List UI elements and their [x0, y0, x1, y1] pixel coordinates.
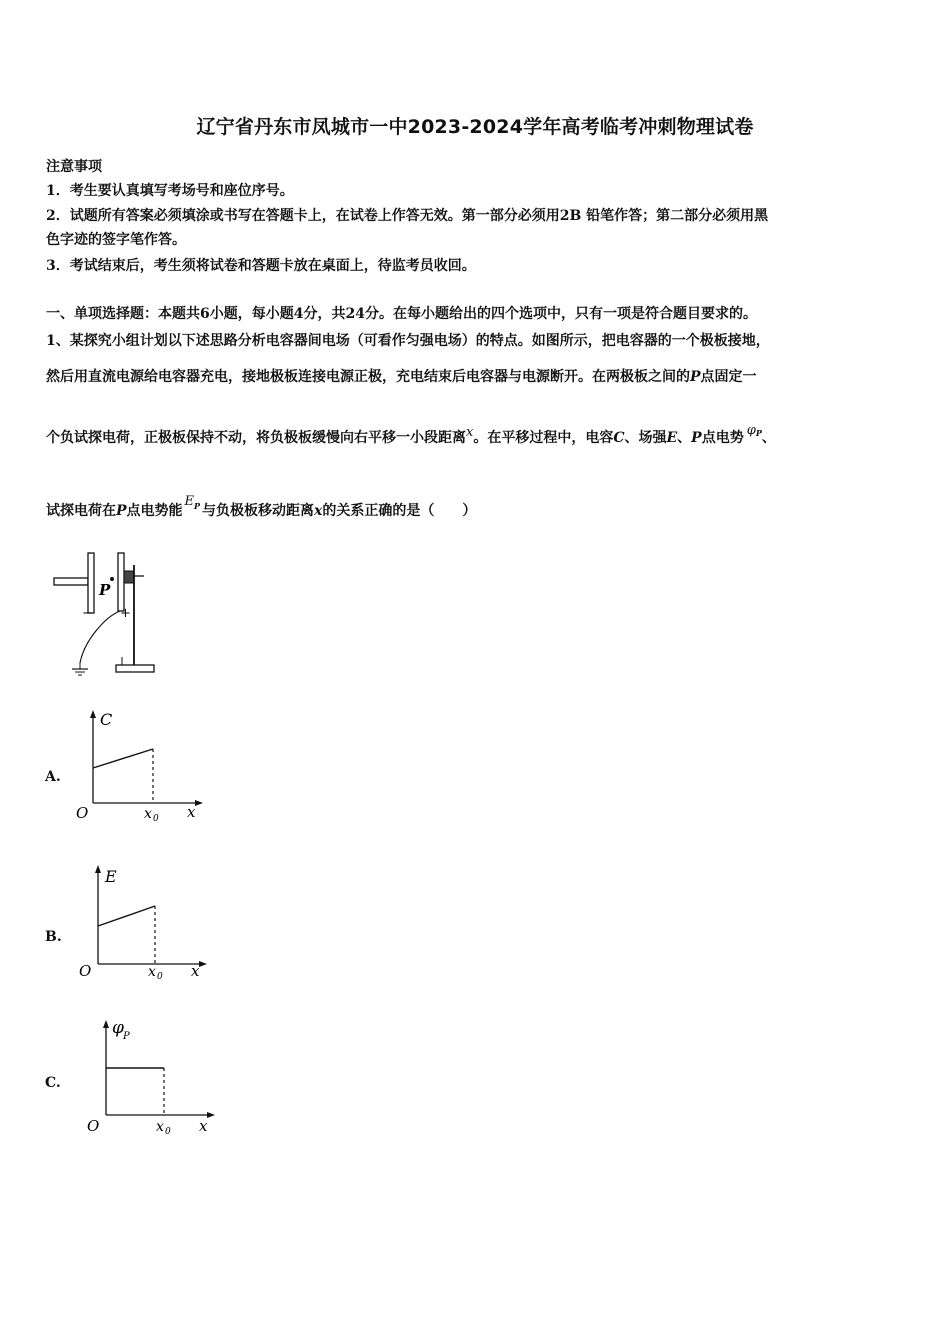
q1-text: 然后用直流电源给电容器充电，接地极板连接电源正极，充电结束后电容器与电源断开。在两极板之间的 [46, 369, 690, 385]
q1-var-p: P [116, 503, 127, 519]
notice-heading: 注意事项 [46, 159, 102, 175]
q1-var-x: x [466, 425, 474, 440]
option-a-label[interactable]: A. [45, 769, 61, 785]
question-1-line-1: 1、某探究小组计划以下述思路分析电容器间电场（可看作匀强电场）的特点。如图所示，把电容器的一个极板接地， [46, 333, 770, 349]
option-b-graph[interactable] [75, 860, 215, 985]
q1-var-ep-sub: P [194, 501, 201, 511]
option-c-y-label: φ [112, 1018, 124, 1038]
capacitor-figure [50, 545, 170, 680]
option-c-x0: x [156, 1119, 164, 1135]
label-minus: − [82, 606, 93, 621]
q1-text: 。在平移过程中，电容 [473, 430, 614, 446]
q1-text: 点电势能 [126, 503, 183, 519]
point-p-dot [110, 577, 114, 581]
option-b-y-label: E [105, 867, 117, 886]
q1-var-e: E [666, 430, 678, 446]
option-b-x0: x [148, 964, 156, 980]
q1-text: 点固定一 [700, 369, 757, 385]
option-b-x-label: x [191, 962, 200, 980]
q1-text: 个负试探电荷，正极板保持不动，将负极板缓慢向右平移一小段距离 [46, 430, 466, 446]
page-title: 辽宁省丹东市凤城市一中2023-2024学年高考临考冲刺物理试卷 [196, 116, 754, 138]
option-a-origin: O [76, 804, 89, 822]
q1-var-p: P [691, 430, 702, 446]
q1-var-x: x [314, 503, 323, 519]
q1-var-phi-sub: P [755, 428, 762, 438]
q1-text: 、场强 [624, 430, 667, 446]
option-c-label[interactable]: C. [45, 1075, 61, 1091]
q1-var-ep: E [184, 494, 195, 509]
option-a-x-label: x [187, 803, 196, 821]
option-c-graph[interactable] [82, 1015, 222, 1140]
q1-text: 试探电荷在 [46, 503, 116, 519]
option-b-origin: O [79, 962, 92, 980]
label-plus: + [120, 606, 131, 621]
notice-item-1: 1．考生要认真填写考场号和座位序号。 [46, 183, 294, 199]
q1-text: 点电势 [701, 430, 744, 446]
q1-text: 、 [677, 430, 692, 446]
question-1-line-2 [46, 366, 757, 386]
option-c-x0-sub: 0 [165, 1127, 171, 1137]
notice-item-2-cont: 色字迹的签字笔作答。 [46, 232, 186, 248]
q1-var-p: P [690, 369, 701, 385]
label-p: P [99, 581, 111, 599]
question-1-line-3 [46, 423, 776, 447]
option-c-x-label: x [199, 1117, 208, 1135]
option-a-x0: x [144, 806, 152, 822]
section-heading: 一、单项选择题：本题共6小题，每小题4分，共24分。在每小题给出的四个选项中，只有一项是符合题目要求的。 [46, 306, 757, 322]
option-c-y-label-sub: P [123, 1031, 130, 1042]
notice-item-2: 2．试题所有答案必须填涂或书写在答题卡上，在试卷上作答无效。第一部分必须用2B 铅笔作答；第二部分必须用黑 [46, 208, 769, 224]
option-a-x0-sub: 0 [153, 814, 159, 824]
option-b-label[interactable]: B. [45, 929, 62, 945]
option-a-y-label: C [100, 710, 113, 729]
option-c-origin: O [87, 1117, 100, 1135]
question-1-line-4 [46, 494, 477, 520]
option-a-graph[interactable] [70, 705, 210, 825]
q1-var-c: C [613, 430, 625, 446]
option-b-x0-sub: 0 [157, 972, 163, 982]
q1-text: 的关系正确的是（ ） [322, 503, 477, 519]
q1-var-phi: φ [746, 423, 756, 438]
q1-text: 与负极板移动距离 [202, 503, 315, 519]
q1-text: 、 [761, 430, 776, 446]
notice-item-3: 3．考试结束后，考生须将试卷和答题卡放在桌面上，待监考员收回。 [46, 258, 476, 274]
